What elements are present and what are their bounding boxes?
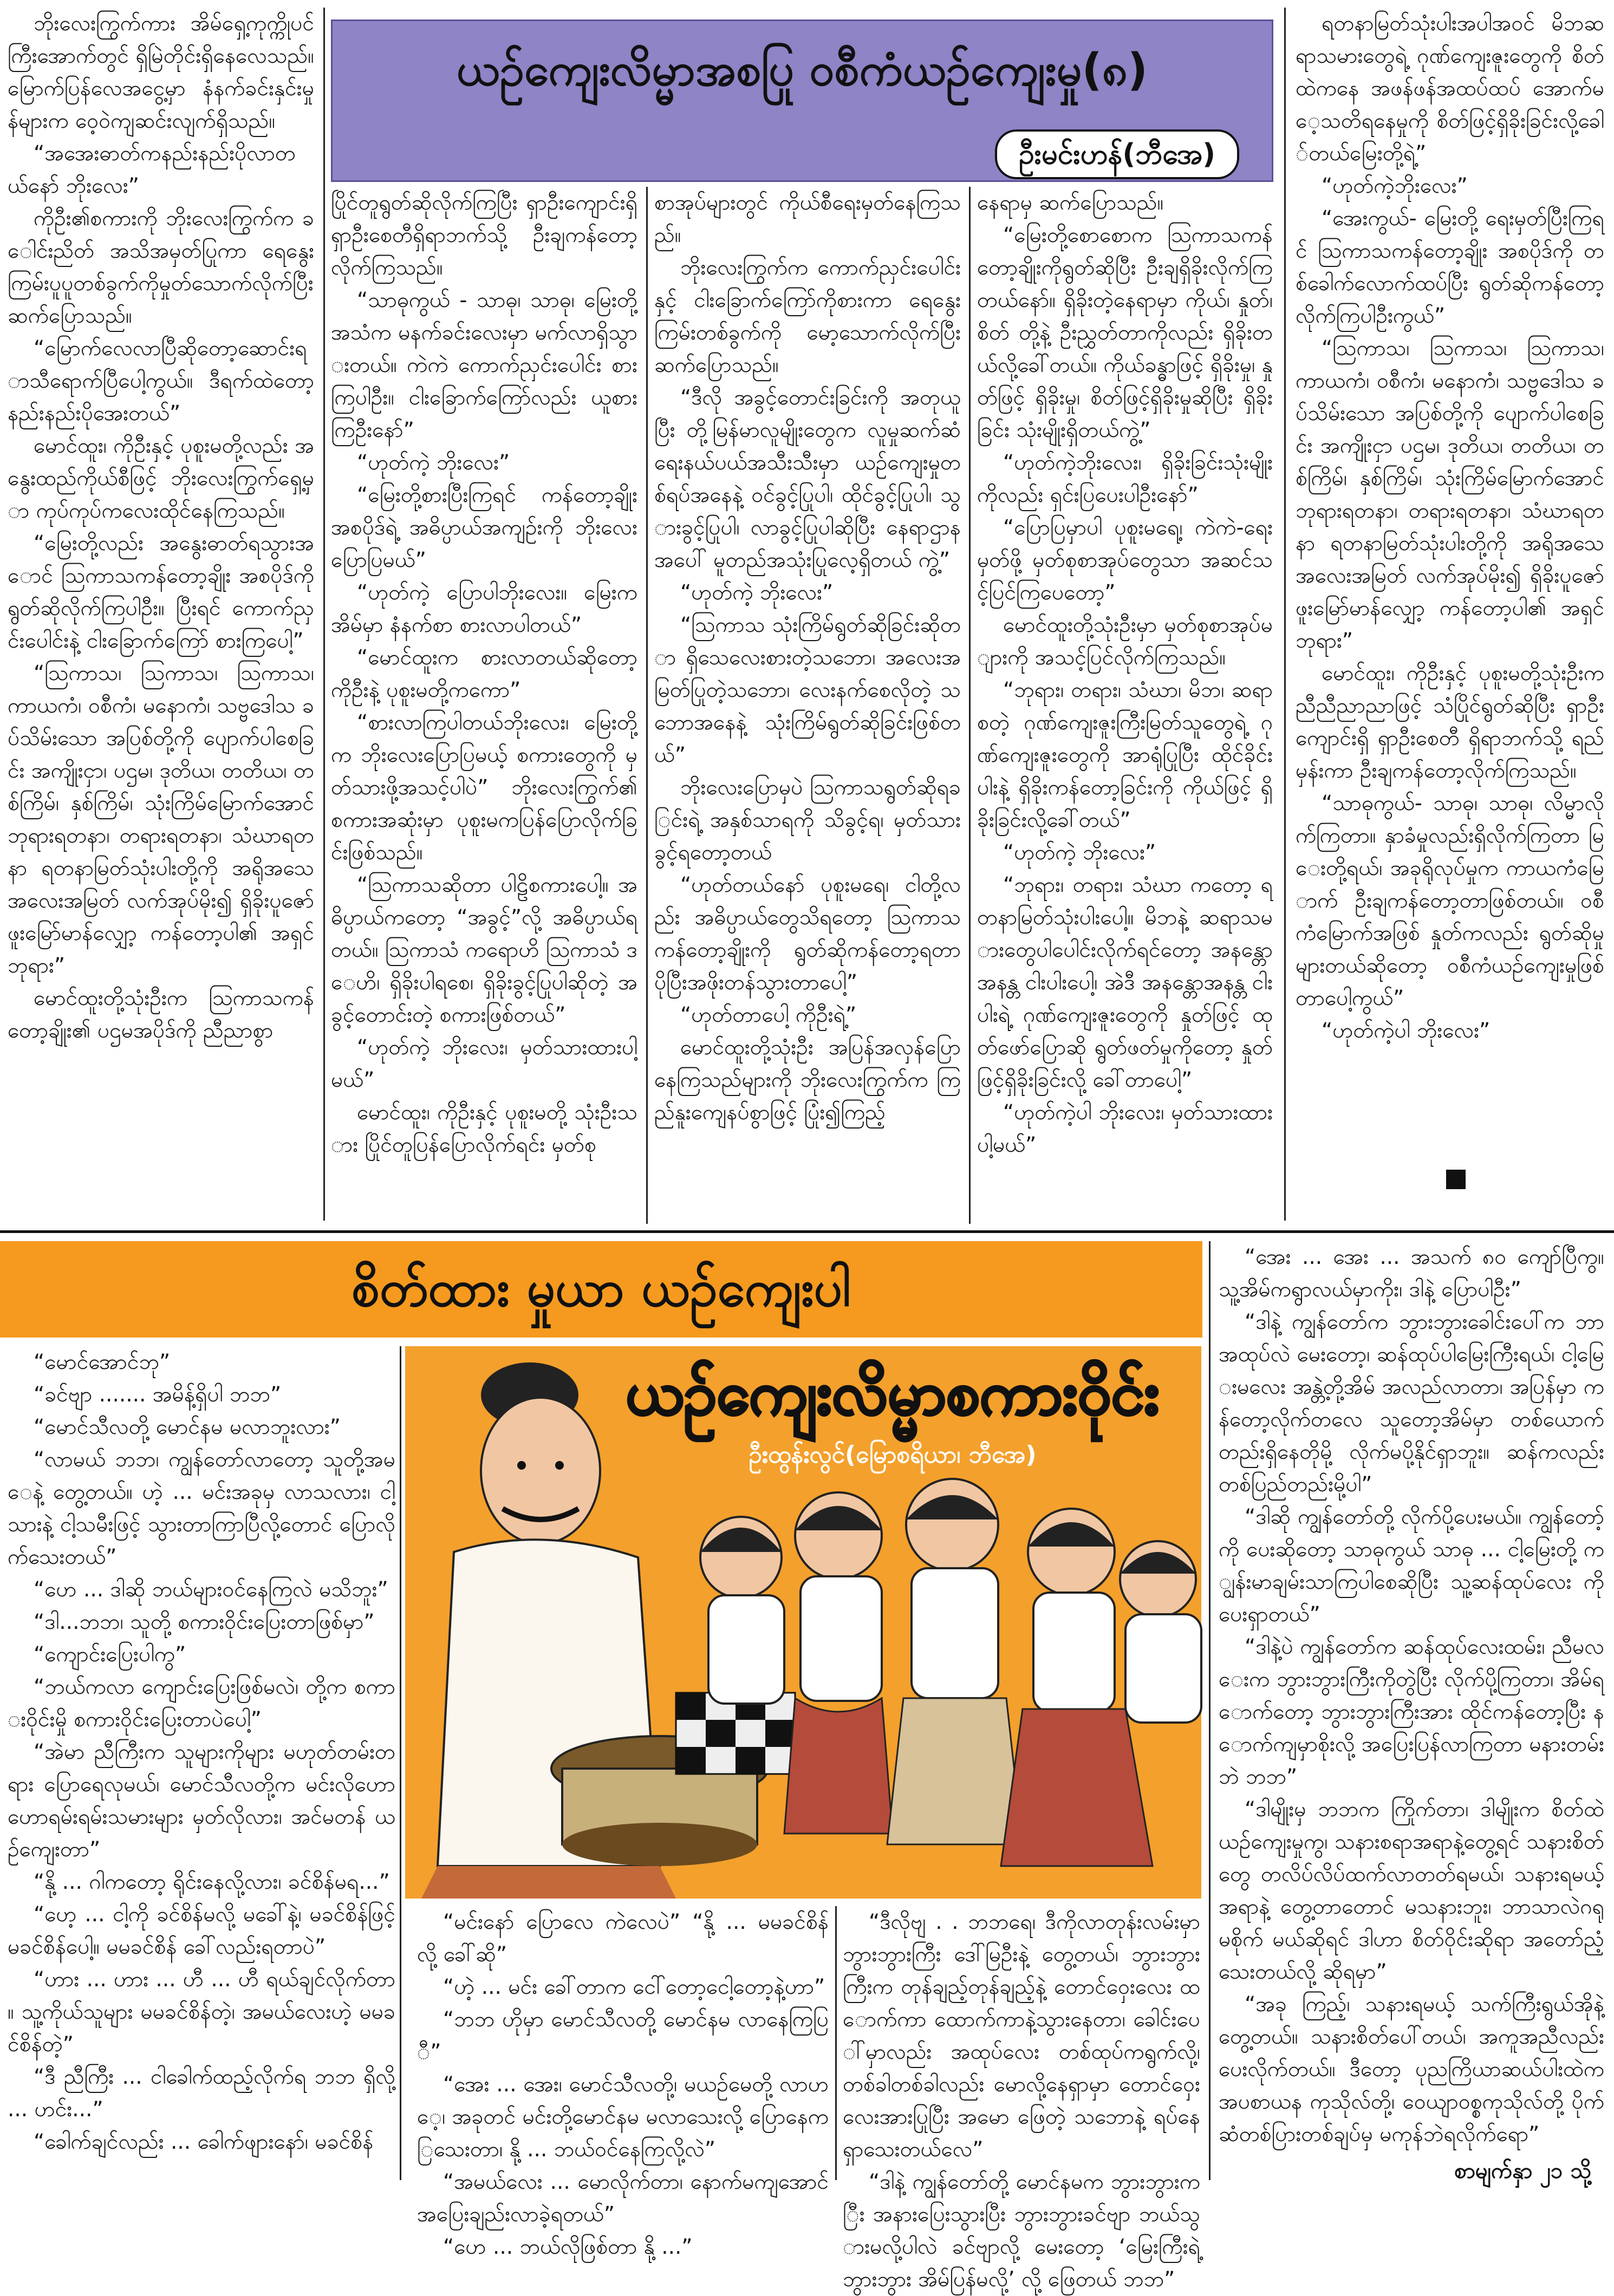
paragraph: “ဟေ ... ဒါဆို ဘယ်များဝင်နေကြလဲ မသိဘူး” [34,1577,388,1602]
paragraph: “ခေါက်ချင်လည်း ... ခေါက်ဖျားနော်၊ မခင်စိန် [34,2130,374,2154]
paragraph: “ဟုတ်ကဲ့ပါ ဘိုးလေး၊ မှတ်သားထားပါ့မယ်” [977,1100,1273,1157]
paragraph: “ဟဲ့ ... မင်း ခေါ်တာက ငေါ်တော့ငေါ့တော့နဲ့ဟာ” [443,1975,825,1999]
paragraph: ကိုဦး၏စကားကို ဘိုးလေးကြွက်က ခေါင်းညိတ် အသိအမှတ်ပြုကာ ရေနွေးကြမ်းပူပူတစ်ခွက်ကိုမှုတ်သောက်လိုက်ပြီး ဆက်ပြောသည်။ [8,206,314,328]
paragraph: “ဟုတ်ကဲ့ဘိုးလေး၊ ရှိခိုးခြင်းသုံးမျိုးကိုလည်း ရှင်းပြပေးပါဦးနော်” [977,451,1273,507]
paragraph: “မင်းနော် ပြောလေ ကဲလေပဲ” “နို့ ... မမခင်စိန် လို့ ခေါ်ဆို” [417,1910,829,1967]
paragraph: “ဒီလိုဗျ . . ဘဘရေ၊ ဒီကိုလာတုန်းလမ်းမှာ ဘွားဘွားကြီး ဒေါ်မြဦးနဲ့ တွေ့တယ်၊ ဘွားဘွားကြီးက တုန်ချည့်တုန်ချည့်နဲ့ တောင်ဝှေးလေး ထောက်ကာ ထောက်ကာနဲ့သွားနေတာ၊ ခေါင်းပေါ်မှာလည်း အထုပ်လေး တစ်ထုပ်ကရွက်လို့၊ တစ်ခါတစ်ခါလည်း မောလို့နေရှာမှာ တောင်ဝှေးလေးအားပြုပြီး အမော ဖြေတဲ့ သဘောနဲ့ ရပ်နေရှာသေးတယ်လေ” [843,1910,1200,2162]
illustration-svg [405,1346,1201,1899]
paragraph: ဘိုးလေးကြွက်ကား အိမ်ရှေ့ကုက္ကိုပင်ကြီးအောက်တွင် ရှိမြဲတိုင်းရှိနေလေသည်။ မြောက်ပြန်လေအငွေ့မှာ နံနက်ခင်းနှင်းမှုန်များက ဝေ့ဝဲကျဆင်းလျက်ရှိသည်။ [8,11,314,133]
paragraph: “ဟုတ်ကဲ့ပါ ဘိုးလေး” [1322,1019,1491,1043]
column-divider [1284,8,1286,1221]
story1-author: ဦးမင်းဟန်(ဘီအေ) [995,129,1239,179]
paragraph: “ဒါနဲ့ ကျွန်တော်က ဘွားဘွားခေါင်းပေါ်က ဘာအထုပ်လဲ မေးတော့၊ ဆန်ထုပ်ပါမြေးကြီးရယ်၊ ငါ့မြေးမလေး အန္တဲ့တို့အိမ် အလည်လာတာ၊ အပြန်မှာ ကန်တော့လိုက်တလေ သူတော့အိမ်မှာ တစ်ယောက် တည်းရှိနေတိုမို့ လိုက်မပို့နိုင်ရှာဘူး။ ဆန်ကလည်း တစ်ပြည်တည်းမို့ပါ” [1219,1310,1604,1497]
story1-col5 [1296,8,1604,1172]
column-divider [835,1906,837,2180]
paragraph: “အေးကွယ်- မြေးတို့ ရေးမှတ်ပြီးကြရင် ဩကာသကန်တော့ချိုး အစပိုဒ်ကို တစ်ခေါက်လောက်ထပ်ပြီး ရွတ်ဆိုကန်တော့လိုက်ကြပါဦးကွယ်” [1296,206,1604,328]
page-continuation: စာမျက်နှာ ၂၁ သို့ [1454,2158,1591,2183]
paragraph: “ဟား ... ဟား ... ဟီ ... ဟီ ရယ်ချင်လိုက်တာ။ သူ့ကိုယ်သူများ မမခင်စိန်တဲ့၊ အမယ်လေးဟဲ့ မမခင်စိန်တဲ့” [8,1967,395,2057]
paragraph: မောင်ထူး၊ ကိုဦးနှင့် ပုစူးမတို့လည်း အနွေးထည်ကိုယ်စီဖြင့် ဘိုးလေးကြွက်ရှေ့မှာ ကုပ်ကုပ်ကလေးထိုင်နေကြသည်။ [8,434,314,523]
paragraph: နေရာမှ ဆက်ပြောသည်။ [977,191,1164,215]
story-end-mark [1446,1170,1466,1189]
paragraph: “ဟုတ်တယ်နော် ပုစူးမရေ၊ ငါတို့လည်း အဓိပ္ပာယ်တွေသိရတော့ ဩကာသကန်တော့ချိုးကို ရွတ်ဆိုကန်တော့ရတာ ပိုပြီးအဖိုးတန်သွားတာပေါ့” [654,873,961,995]
paragraph: မောင်ထူး၊ ကိုဦးနှင့် ပုစူးမတို့သုံးဦးက ညီညီညာညာဖြင့် သံပြိုင်ရွတ်ဆိုပြီး ရှာဦးကျောင်းရှိ ရှာဦးစေတီ ရှိရာဘက်သို့ ရည်မှန်းကာ ဦးချကန်တော့လိုက်ကြသည်။ [1296,661,1604,783]
story1-col1 [8,8,314,1221]
paragraph: “အဲမာ ညီကြီးက သူများကိုများ မဟုတ်တမ်းတရား ပြောရေလုမယ်၊ မောင်သီလတို့က မင်းလိုဟောဟောရမ်းရမ်းသမားများ မှတ်လိုလား၊ အင်မတန် ယဉ်ကျေးတာ” [8,1740,395,1862]
paragraph: “ကျောင်းပြေးပါကွ” [34,1642,186,1667]
story1-title: ယဉ်ကျေးလိမ္မာအစပြု ဝစီကံယဉ်ကျေးမှု(၈) [456,44,1148,96]
paragraph: “ဟေ ... ဘယ်လိုဖြစ်တာ နို့ ...” [443,2235,693,2259]
paragraph: “ဩကာသ၊ ဩကာသ၊ ဩကာသ၊ ကာယကံ၊ ဝစီကံ၊ မနောကံ၊ သဗ္ဗဒေါသ ခပ်သိမ်းသော အပြစ်တို့ကို ပျောက်ပါစေခြင်း အကျိုးငှာ၊ ပဌမ၊ ဒုတိယ၊ တတိယ၊ တစ်ကြိမ်၊ နှစ်ကြိမ်၊ သုံးကြိမ်မြောက်အောင် ဘုရားရတနာ၊ တရားရတနာ၊ သံဃာရတနာ ရတနာမြတ်သုံးပါးတို့ကို အရိုအသေ အလေးအမြတ် လက်အုပ်မိုး၍ ရှိခိုးပူဇော် ဖူးမြော်မာန်လျှော့ ကန်တော့ပါ၏ အရှင်ဘုရား” [8,661,314,978]
paragraph: “ဒါနဲ့ ကျွန်တော်တို့ မောင်နမက ဘွားဘွားကြီး အနားပြေးသွားပြီး ဘွားဘွားခင်ဗျာ ဘယ်သွားမလို့ပါလဲ ခင်ဗျာလို့ မေးတော့ ‘မြေးကြီးရဲ့ ဘွားဘွား အိမ်ပြန်မလို့’ လို့ ဖြေတယ် ဘဘ” [843,2170,1200,2292]
illustration-author: ဦးထွန်းလွင်(မြောစရိယာ၊ ဘီအေ) [749,1441,1037,1469]
paragraph: ဘိုးလေးပြောမှပဲ ဩကာသရွတ်ဆိုရခြင်းရဲ့ အနှစ်သာရကို သိခွင့်ရ၊ မှတ်သားခွင့်ရတော့တယ် [654,775,961,865]
paragraph: “မြောက်လေလာပြီဆိုတော့ဆောင်းရာသီရောက်ပြီပေါ့ကွယ်။ ဒီရက်ထဲတော့ နည်းနည်းပိုအေးတယ်” [8,336,314,426]
paragraph: “ဒါ...ဘဘ၊ သူတို့ စကားဝိုင်းပြေးတာဖြစ်မှာ” [34,1610,375,1634]
story2-colD [1219,1241,1604,2154]
column-divider [400,1346,401,2180]
paragraph: ပြိုင်တူရွတ်ဆိုလိုက်ကြပြီး ရှာဦးကျောင်းရှိ ရှာဦးစေတီရှိရာဘက်သို့ ဦးချကန်တော့လိုက်ကြသည်။ [331,191,637,280]
paragraph: “ဒီလို အခွင့်တောင်းခြင်းကို အတုယူပြီး တို့မြန်မာလူမျိုးတွေက လူမှုဆက်ဆံရေးနယ်ပယ်အသီးသီးမှာ ယဉ်ကျေးမှုတစ်ရပ်အနေနဲ့ ဝင်ခွင့်ပြုပါ၊ ထိုင်ခွင့်ပြုပါ၊ သွားခွင့်ပြုပါ၊ လာခွင့်ပြုပါဆိုပြီး နေရာဌာနအပေါ် မူတည်အသုံးပြုလေ့ရှိတယ် ကွဲ့” [654,386,961,572]
paragraph: “ဟုတ်ကဲ့ဘိုးလေး” [1322,174,1468,198]
paragraph: “ဟေ့ ... ငါ့ကို ခင်စိန်မလို့ မခေါ်နဲ့၊ မခင်စိန်ဖြင့် မခင်စိန်ပေါ့။ မမခင်စိန် ခေါ်လည်းရတာပဲ” [8,1902,395,1959]
paragraph: စာအုပ်များတွင် ကိုယ်စီရေးမှတ်နေကြသည်။ [654,191,961,247]
paragraph: “နို့ ... ဂါကတော့ ရိုင်းနေလို့လား၊ ခင်စိန်မရ...” [34,1870,390,1894]
paragraph: “ဒါဆို ကျွန်တော်တို့ လိုက်ပို့ပေးမယ်။ ကျွန်တော့်ကို ပေးဆိုတော့ သာဓုကွယ် သာဓု ... ငါ့မြေးတို့ ကျွန်းမာချမ်းသာကြပါစေဆိုပြီး သူ့ဆန်ထုပ်လေး ကို ပေးရှာတယ်” [1219,1505,1604,1627]
illustration-title: ယဉ်ကျေးလိမ္မာစကားဝိုင်း [626,1359,1160,1428]
paragraph: “ဟုတ်ကဲ့ ပြောပါဘိုးလေး။ မြေးက အိမ်မှာ နံနက်စာ စားလာပါတယ်” [331,580,637,637]
column-divider [646,187,648,1224]
paragraph: “ဒါနဲ့ပဲ ကျွန်တော်က ဆန်ထုပ်လေးထမ်း၊ ညီမလေးက ဘွားဘွားကြီးကိုတွဲပြီး လိုက်ပို့ကြတာ၊ အိမ်ရောက်တော့ ဘွားဘွားကြီးအား ထိုင်ကန်တော့ပြီး နောက်ကျမှာစိုးလို့ အပြေးပြန်လာကြတာ မနားတမ်း ဘဲ ဘဘ” [1219,1635,1604,1789]
paragraph: “ဘဘ ဟိုမှာ မောင်သီလတို့ မောင်နမ လာနေကြပြီ” [417,2007,829,2064]
paragraph: “စားလာကြပါတယ်ဘိုးလေး၊ မြေးတို့က ဘိုးလေးပြောပြမယ့် စကားတွေကို မှတ်သားဖို့အသင့်ပါပဲ” ဘိုးလေးကြွက်၏ စကားအဆုံးမှာ ပုစူးမကပြန်ပြောလိုက်ခြင်းဖြစ်သည်။ [331,710,637,865]
story2-colC [843,1906,1200,2292]
paragraph: “သာဓုကွယ် - သာဓု၊ သာဓု၊ မြေးတို့ အသံက မနက်ခင်းလေးမှာ မက်လာရှိသွားတယ်။ ကဲကဲ ကောက်ညှင်းပေါင်း စားကြပါဦး။ ငါးခြောက်ကြော်လည်း ယူစားကြဦးနော်” [331,288,637,442]
paragraph: “ဒါမျိုးမှ ဘဘက ကြိုက်တာ၊ ဒါမျိုးက စိတ်ထဲ ယဉ်ကျေးမှုကွ၊ သနားစရာအရာနဲ့တွေ့ရင် သနားစိတ်တွေ တလိပ်လိပ်ထက်လာတတ်ရမယ်၊ သနားရမယ့် အရာနဲ့ တွေ့တာတောင် မသနားဘူး၊ ဘာသာလဲဂရုမစိုက် မယ်ဆိုရင် ဒါဟာ စိတ်ဝိုင်းဆိုရာ အတော်ညံ့သေးတယ်လို့ ဆိုရမှာ” [1219,1797,1604,1984]
paragraph: “သာဓုကွယ်- သာဓု၊ သာဓု၊ လိမ္မာလိုက်ကြတာ။ နှာခံမှုလည်းရှိလိုက်ကြတာ မြေးတို့ရယ်၊ အခုရိုလုပ်မှုက ကာယကံမြောက် ဦးချကန်တော့တာဖြစ်တယ်။ ဝစီကံမြောက်အဖြစ် နှုတ်ကလည်း ရွတ်ဆိုမှုများတယ်ဆိုတော့ ဝစီကံယဉ်ကျေးမှုဖြစ်တာပေါ့ကွယ်” [1296,791,1604,1010]
paragraph: “ဒီ ညီကြီး ... ငါခေါက်ထည့်လိုက်ရ ဘဘ ရှိလို့ ... ဟင်း...” [8,2065,395,2122]
paragraph: “အေး ... အေး၊ မောင်သီလတို့၊ မယဉ်မေတို့ လာဟေ့၊ အခုတင် မင်းတို့မောင်နမ မလာသေးလို့ ပြောနေကြသေးတာ၊ နို့ ... ဘယ်ဝင်နေကြလို့လဲ” [417,2072,829,2162]
story2-colA [8,1346,395,2180]
paragraph: “မြေးတို့စောစောက ဩကာသကန်တော့ချိုးကိုရွတ်ဆိုပြီး ဦးချရှိခိုးလိုက်ကြတယ်နော်။ ရှိခိုးတဲ့နေရာမှာ ကိုယ်၊ နှုတ်၊ စိတ် တို့နဲ့ ဦးညွှတ်တာကိုလည်း ရှိခိုးတယ်လို့ခေါ်တယ်။ ကိုယ်ခန္ဓာဖြင့် ရှိခိုးမှု၊ နှုတ်ဖြင့် ရှိခိုးမှု၊ စိတ်ဖြင့်ရှိခိုးမှုဆိုပြီး ရှိခိုးခြင်း သုံးမျိုးရှိတယ်ကွဲ့” [977,223,1273,442]
paragraph: “ဩကာသဆိုတာ ပါဠိစကားပေါ့။ အဓိပ္ပာယ်ကတော့ “အခွင့်”လို့ အဓိပ္ပာယ်ရတယ်။ ဩကာသံ ကရောဟိ ဩကာသံ ဒေဟိ၊ ရှိခိုးပါရစေ၊ ရှိခိုးခွင့်ပြုပါဆိုတဲ့ အခွင့်တောင်းတဲ့ စကားဖြစ်တယ်” [331,873,637,1027]
paragraph: “ဟုတ်ကဲ့ ဘိုးလေး” [357,451,510,475]
paragraph: “ဟုတ်ကဲ့ ဘိုးလေး၊ မှတ်သားထားပါ့မယ်” [331,1035,637,1092]
story2-title: စိတ်ထား မှုယာ ယဉ်ကျေးပါ [352,1260,851,1317]
paragraph: “မောင်ထူးက စားလာတယ်ဆိုတော့ ကိုဦးနဲ့ ပုစူးမတို့ကကော” [331,645,637,702]
paragraph: “မြေးတို့စားပြီးကြရင် ကန်တော့ချိုးအစပိုဒ်ရဲ့ အဓိပ္ပာယ်အကျဉ်းကို ဘိုးလေး ပြောပြမယ်” [331,483,637,572]
paragraph: ရတနာမြတ်သုံးပါးအပါအဝင် မိဘဆရာသမားတွေရဲ့ ဂုဏ်ကျေးဇူးတွေကို စိတ်ထဲကနေ အဖန်ဖန်အထပ်ထပ် အောက်မေ့သတိရနေမှုကို စိတ်ဖြင့်ရှိခိုးခြင်းလို့ခေါ်တယ်မြေးတို့ရဲ့” [1296,11,1604,166]
story2-colB [417,1906,829,2259]
story1-col3 [654,187,961,1224]
paragraph: “ဘုရား၊ တရား၊ သံဃာ၊ မိဘ၊ ဆရာစတဲ့ ဂုဏ်ကျေးဇူးကြီးမြတ်သူတွေရဲ့ ဂုဏ်ကျေးဇူးတွေကို အာရုံပြုပြီး ထိုင်ခိုင်းပါးနဲ့ ရှိခိုးကန်တော့ခြင်းကို ကိုယ်ဖြင့် ရှိခိုးခြင်းလို့ခေါ်တယ်” [977,678,1273,832]
paragraph: “အခု ကြည့်၊ သနားရမယ့် သက်ကြီးရွယ်အိုနဲ့ တွေ့တယ်။ သနားစိတ်ပေါ်တယ်၊ အကူအညီလည်း ပေးလိုက်တယ်။ ဒီတော့ ပုညကြိယာဆယ်ပါးထဲက အပစာယန ကုသိုလ်တို့၊ ဝေယျာဝစ္စကုသိုလ်တို့ ပိုက်ဆံတစ်ပြားတစ်ချပ်မှ မကုန်ဘဲရလိုက်ရော” [1219,1992,1604,2147]
paragraph: မောင်ထူး၊ ကိုဦးနှင့် ပုစူးမတို့ သုံးဦးသား ပြိုင်တူပြန်ပြောလိုက်ရင်း မှတ်စု [331,1100,637,1157]
paragraph: မောင်ထူးတို့သုံးဦး အပြန်အလှန်ပြောနေကြသည်များကို ဘိုးလေးကြွက်က ကြည်နူးကျေနပ်စွာဖြင့် ပြုံး၍ကြည့် [654,1035,961,1125]
column-divider [969,187,971,1224]
paragraph: “အမယ်လေး ... မောလိုက်တာ၊ နောက်မကျအောင် အပြေးချည်းလာခဲ့ရတယ်” [417,2170,829,2227]
section-divider [0,1230,1614,1233]
column-divider [1209,1241,1210,2180]
paragraph: “ဩကာသ၊ ဩကာသ၊ ဩကာသ၊ ကာယကံ၊ ဝစီကံ၊ မနောကံ၊ သဗ္ဗဒေါသ ခပ်သိမ်းသော အပြစ်တို့ကို ပျောက်ပါစေခြင်း အကျိုးငှာ ပဌမ၊ ဒုတိယ၊ တတိယ၊ တစ်ကြိမ်၊ နှစ်ကြိမ်၊ သုံးကြိမ်မြောက်အောင် ဘုရားရတနာ၊ တရားရတနာ၊ သံဃာရတနာ ရတနာမြတ်သုံးပါးတို့ကို အရိုအသေ အလေးအမြတ် လက်အုပ်မိုး၍ ရှိခိုးပူဇော် ဖူးမြော်မာန်လျှော့ ကန်တော့ပါ၏ အရှင်ဘုရား” [1296,336,1604,653]
story1-col2 [331,187,637,1224]
paragraph: ဘိုးလေးကြွက်က ကောက်ညှင်းပေါင်းနှင့် ငါးခြောက်ကြော်ကိုစားကာ ရေနွေးကြမ်းတစ်ခွက်ကို မော့သောက်လိုက်ပြီး ဆက်ပြောသည်။ [654,256,961,377]
paragraph: “ဟုတ်ကဲ့ ဘိုးလေး” [680,580,834,605]
paragraph: “ဩကာသ သုံးကြိမ်ရွတ်ဆိုခြင်းဆိုတာ ရှိသေလေးစားတဲ့သဘော၊ အလေးအမြတ်ပြုတဲ့သဘော၊ လေးနက်စေလိုတဲ့ သဘောအနေနဲ့ သုံးကြိမ်ရွတ်ဆိုခြင်းဖြစ်တယ်” [654,613,961,767]
paragraph: “လာမယ် ဘဘ၊ ကျွန်တော်လာတော့ သူတို့အမေနဲ့ တွေ့တယ်။ ဟဲ့ ... မင်းအခုမှ လာသလား၊ ငါ့သားနဲ့ ငါ့သမီးဖြင့် သွားတာကြာပြီလို့တောင် ပြောလိုက်သေးတယ်” [8,1447,395,1569]
column-divider [323,8,325,1221]
story1-banner [331,19,1273,182]
story2-illustration [405,1346,1201,1899]
paragraph: “ခင်ဗျာ ....... အမိန့်ရှိပါ ဘဘ” [34,1382,282,1407]
paragraph: “ဟုတ်တာပေါ့ ကိုဦးရဲ့” [680,1003,857,1027]
story2-banner [0,1241,1202,1338]
paragraph: “အေး ... အေး ... အသက် ၈၀ ကျော်ပြီကွ။ သူ့အိမ်ကရွာလယ်မှာကိုး၊ ဒါနဲ့ ပြောပါဦး” [1219,1245,1604,1302]
paragraph: “ဟုတ်ကဲ့ ဘိုးလေး” [1003,840,1156,865]
story1-col4 [977,187,1273,1224]
paragraph: “ဘုရား၊ တရား၊ သံဃာ ကတော့ ရတနာမြတ်သုံးပါးပေါ့။ မိဘနဲ့ ဆရာသမားတွေပါပေါင်းလိုက်ရင်တော့ အနန္တော အနန္တ ငါးပါးပေါ့၊ အဲဒီ အနန္တောအနန္တ ငါးပါးရဲ့ ဂုဏ်ကျေးဇူးတွေကို နှုတ်ဖြင့် ထုတ်ဖော်ပြောဆို ရွတ်ဖတ်မှုကိုတော့ နှုတ်ဖြင့်ရှိခိုးခြင်းလို့ ခေါ်တာပေါ့” [977,873,1273,1092]
paragraph: “ဘယ်ကလာ ကျောင်းပြေးဖြစ်မလဲ၊ တို့က စကားဝိုင်းမှို စကားဝိုင်းပြေးတာပဲပေါ့” [8,1675,395,1732]
paragraph: “မြေးတို့လည်း အနွေးဓာတ်ရသွားအောင် ဩကာသကန်တော့ချိုး အစပိုဒ်ကို ရွတ်ဆိုလိုက်ကြပါဦး။ ပြီးရင် ကောက်ညှင်းပေါင်းနဲ့ ငါးခြောက်ကြော် စားကြပေါ့” [8,531,314,653]
paragraph: “အအေးဓာတ်ကနည်းနည်းပိုလာတယ်နော် ဘိုးလေး” [8,141,296,198]
paragraph: “ပြောပြမှာပါ ပုစူးမရေ့၊ ကဲကဲ-ရေးမှတ်ဖို့ မှတ်စုစာအုပ်တွေသာ အဆင်သင့်ပြင်ကြပေတော့” [977,516,1273,605]
paragraph: မောင်ထူးတို့သုံးဦးက ဩကာသကန်တော့ချိုး၏ ပဌမအပိုဒ်ကို ညီညာစွာ [8,986,314,1043]
paragraph: “မောင်သီလတို့ မောင်နမ မလာဘူးလား” [34,1415,341,1439]
paragraph: “မောင်အောင်ဘု” [34,1350,171,1374]
paragraph: မောင်ထူးတို့သုံးဦးမှာ မှတ်စုစာအုပ်များကို အသင့်ပြင်လိုက်ကြသည်။ [977,613,1273,670]
